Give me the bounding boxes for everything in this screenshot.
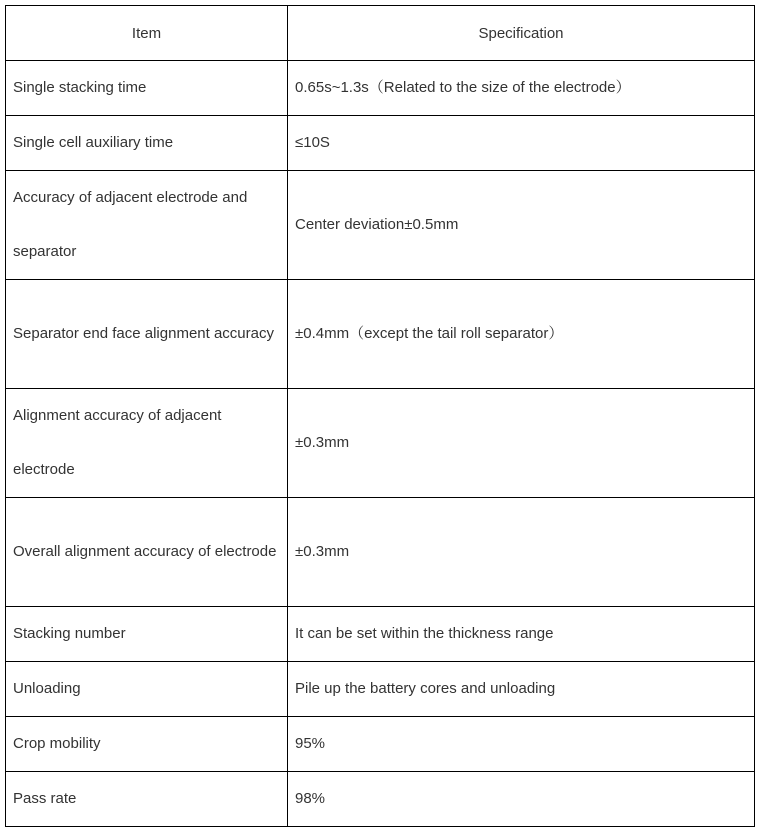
item-cell: Unloading [6, 662, 288, 717]
table-row [6, 717, 755, 772]
specification-cell: 0.65s~1.3s（Related to the size of the electrode） [288, 61, 755, 116]
specification-cell: 98% [288, 772, 755, 827]
specification-cell: Center deviation±0.5mm [288, 171, 755, 280]
table-row [6, 116, 755, 171]
table-row [6, 389, 755, 498]
item-cell: Single cell auxiliary time [6, 116, 288, 171]
specification-table [5, 5, 755, 827]
item-cell: Single stacking time [6, 61, 288, 116]
specification-cell: ±0.4mm（except the tail roll separator） [288, 280, 755, 389]
header-item: Item [6, 6, 288, 61]
item-cell: Pass rate [6, 772, 288, 827]
item-cell: Stacking number [6, 607, 288, 662]
item-cell: Alignment accuracy of adjacent electrode [6, 389, 288, 498]
table-row [6, 662, 755, 717]
item-cell: Overall alignment accuracy of electrode [6, 498, 288, 607]
specification-cell: ≤10S [288, 116, 755, 171]
table-row [6, 61, 755, 116]
table-row [6, 498, 755, 607]
specification-cell: Pile up the battery cores and unloading [288, 662, 755, 717]
item-cell: Crop mobility [6, 717, 288, 772]
table-row [6, 280, 755, 389]
header-specification: Specification [288, 6, 755, 61]
table-row [6, 171, 755, 280]
table-row [6, 772, 755, 827]
specification-cell: ±0.3mm [288, 498, 755, 607]
table-header-row [6, 6, 755, 61]
item-cell: Separator end face alignment accuracy [6, 280, 288, 389]
table-row [6, 607, 755, 662]
specification-cell: It can be set within the thickness range [288, 607, 755, 662]
specification-cell: ±0.3mm [288, 389, 755, 498]
specification-cell: 95% [288, 717, 755, 772]
item-cell: Accuracy of adjacent electrode and separator [6, 171, 288, 280]
